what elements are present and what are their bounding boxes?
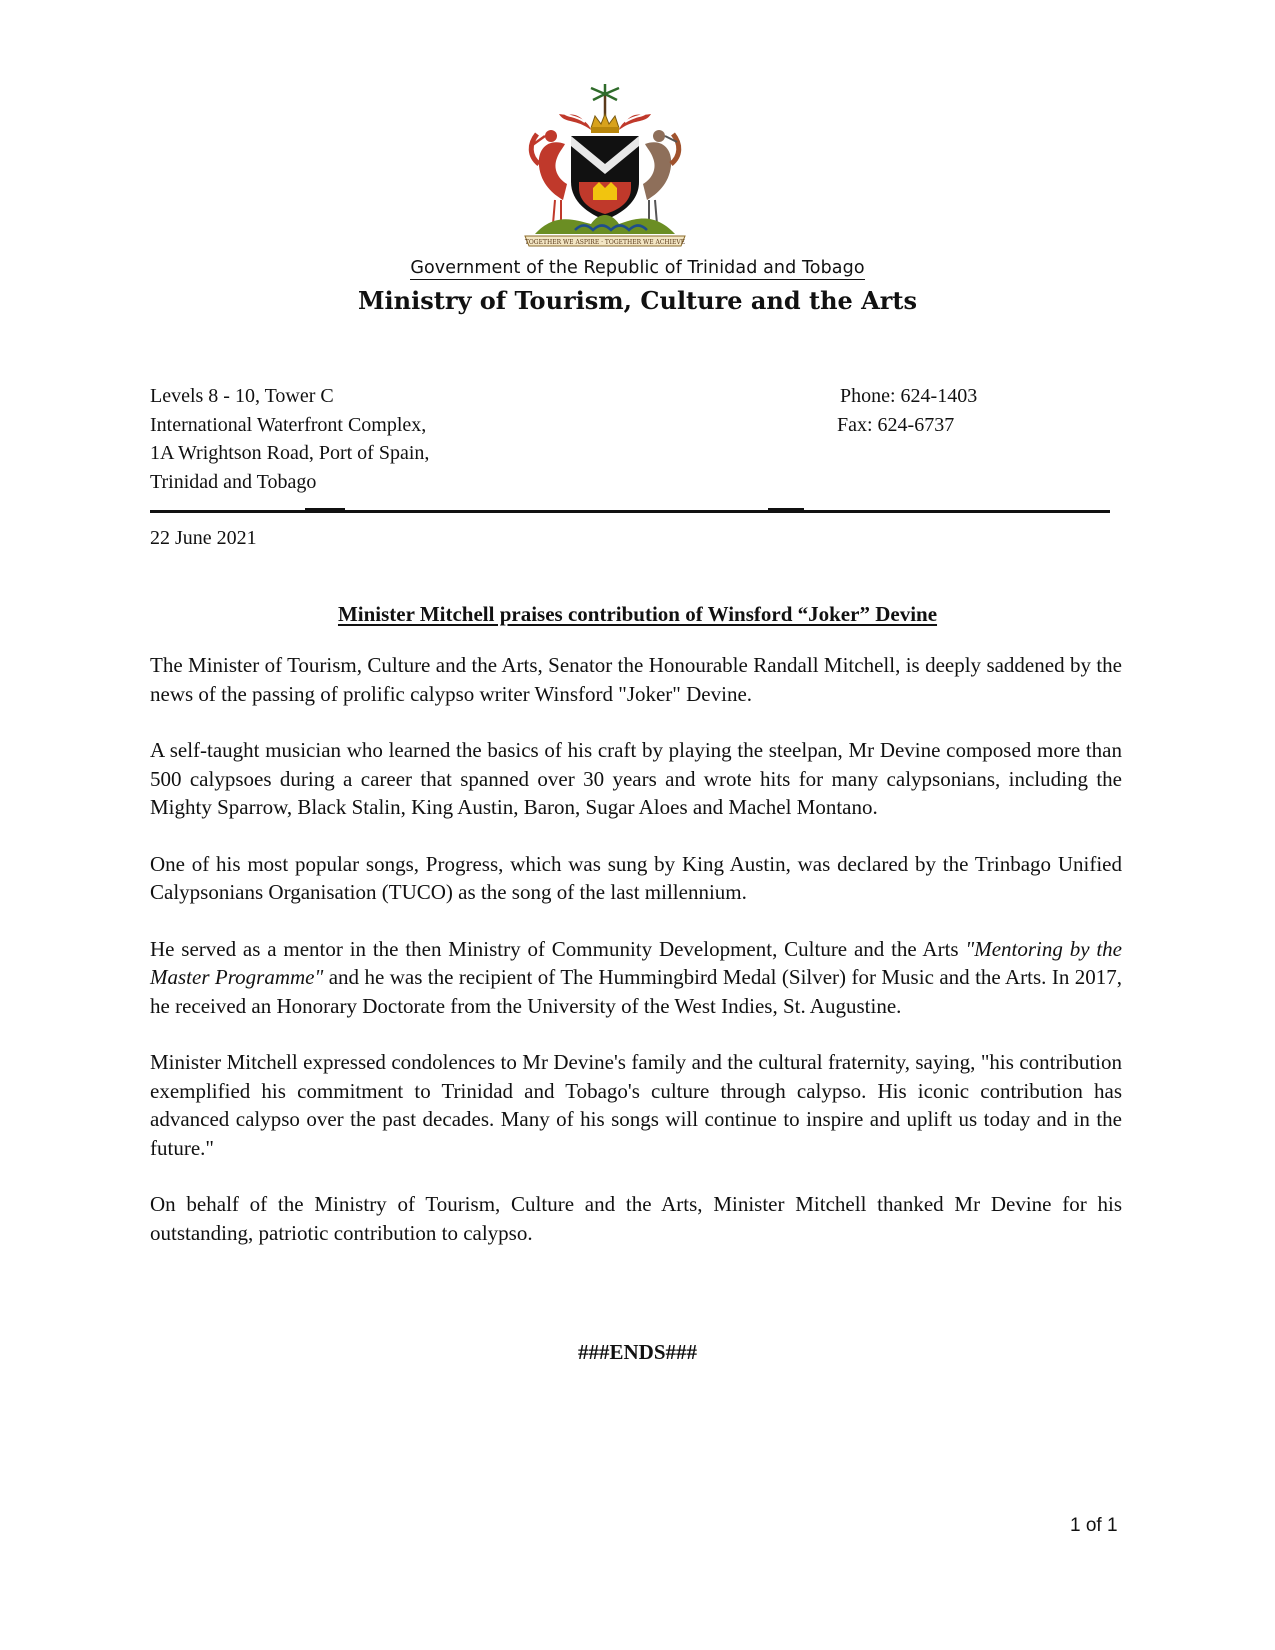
- page-number: 1 of 1: [1070, 1515, 1118, 1536]
- body-paragraph: A self-taught musician who learned the basics of his craft by playing the steelpan, Mr Devine composed more than 500 calypsoes during a career that spanned over 30 years and wrote hits for many calypsonians, including the Mighty Sparrow, Black Stalin, King Austin, Baron, Sugar Aloes and Machel Montano.: [150, 738, 1122, 819]
- address-line: International Waterfront Complex,: [150, 413, 427, 436]
- fax-number: Fax: 624-6737: [837, 413, 955, 436]
- phone-number: Phone: 624-1403: [840, 385, 978, 407]
- ministry-title: Ministry of Tourism, Culture and the Arts: [357, 286, 918, 315]
- coat-of-arms-icon: [515, 84, 695, 250]
- release-date: 22 June 2021: [150, 527, 257, 549]
- divider-accent: [305, 508, 345, 510]
- body-paragraph: One of his most popular songs, Progress, which was sung by King Austin, was declared by the Trinbago Unified Calypsonians Organisation (TUCO) as the song of the last millennium.: [150, 851, 1122, 904]
- address-line: 1A Wrightson Road, Port of Spain,: [150, 442, 430, 464]
- ends-marker: ###ENDS###: [577, 1340, 698, 1364]
- contact-info: [837, 382, 978, 439]
- motto-text: TOGETHER WE ASPIRE · TOGETHER WE ACHIEVE: [524, 239, 686, 246]
- government-title: Government of the Republic of Trinidad and Tobago: [410, 258, 865, 278]
- ministry-address: [150, 382, 429, 496]
- press-release-body: [150, 651, 1122, 1275]
- divider-accent: [768, 508, 804, 510]
- programme-name: "Mentoring by the Master Programme": [150, 936, 1122, 989]
- body-paragraph: The Minister of Tourism, Culture and the Arts, Senator the Honourable Randall Mitchell, is deeply saddened by the news of the passing of prolific calypso writer Winsford "Joker" Devine.: [150, 653, 1122, 706]
- press-release-headline: Minister Mitchell praises contribution of Winsford “Joker” Devine: [337, 602, 938, 626]
- address-line: Trinidad and Tobago: [150, 470, 317, 493]
- body-paragraph: Minister Mitchell expressed condolences to Mr Devine's family and the cultural fraternity, saying, "his contribution exemplified his commitment to Trinidad and Tobago's culture through calypso. His iconic contribution has advanced calypso over the past decades. Many of his songs will continue to inspire and uplift us today and in the future.": [150, 1050, 1122, 1160]
- body-paragraph: He served as a mentor in the then Ministry of Community Development, Culture and the Arts "Mentoring by the Master Programme" and he was the recipient of The Hummingbird Medal (Silver) for Music and the Arts. In 2017, he received an Honorary Doctorate from the University of the West Indies, St. Augustine.: [150, 936, 1123, 1018]
- body-paragraph: On behalf of the Ministry of Tourism, Culture and the Arts, Minister Mitchell thanked Mr Devine for his outstanding, patriotic contribution to calypso.: [150, 1192, 1122, 1245]
- header-divider: [150, 510, 1110, 513]
- address-line: Levels 8 - 10, Tower C: [150, 385, 334, 407]
